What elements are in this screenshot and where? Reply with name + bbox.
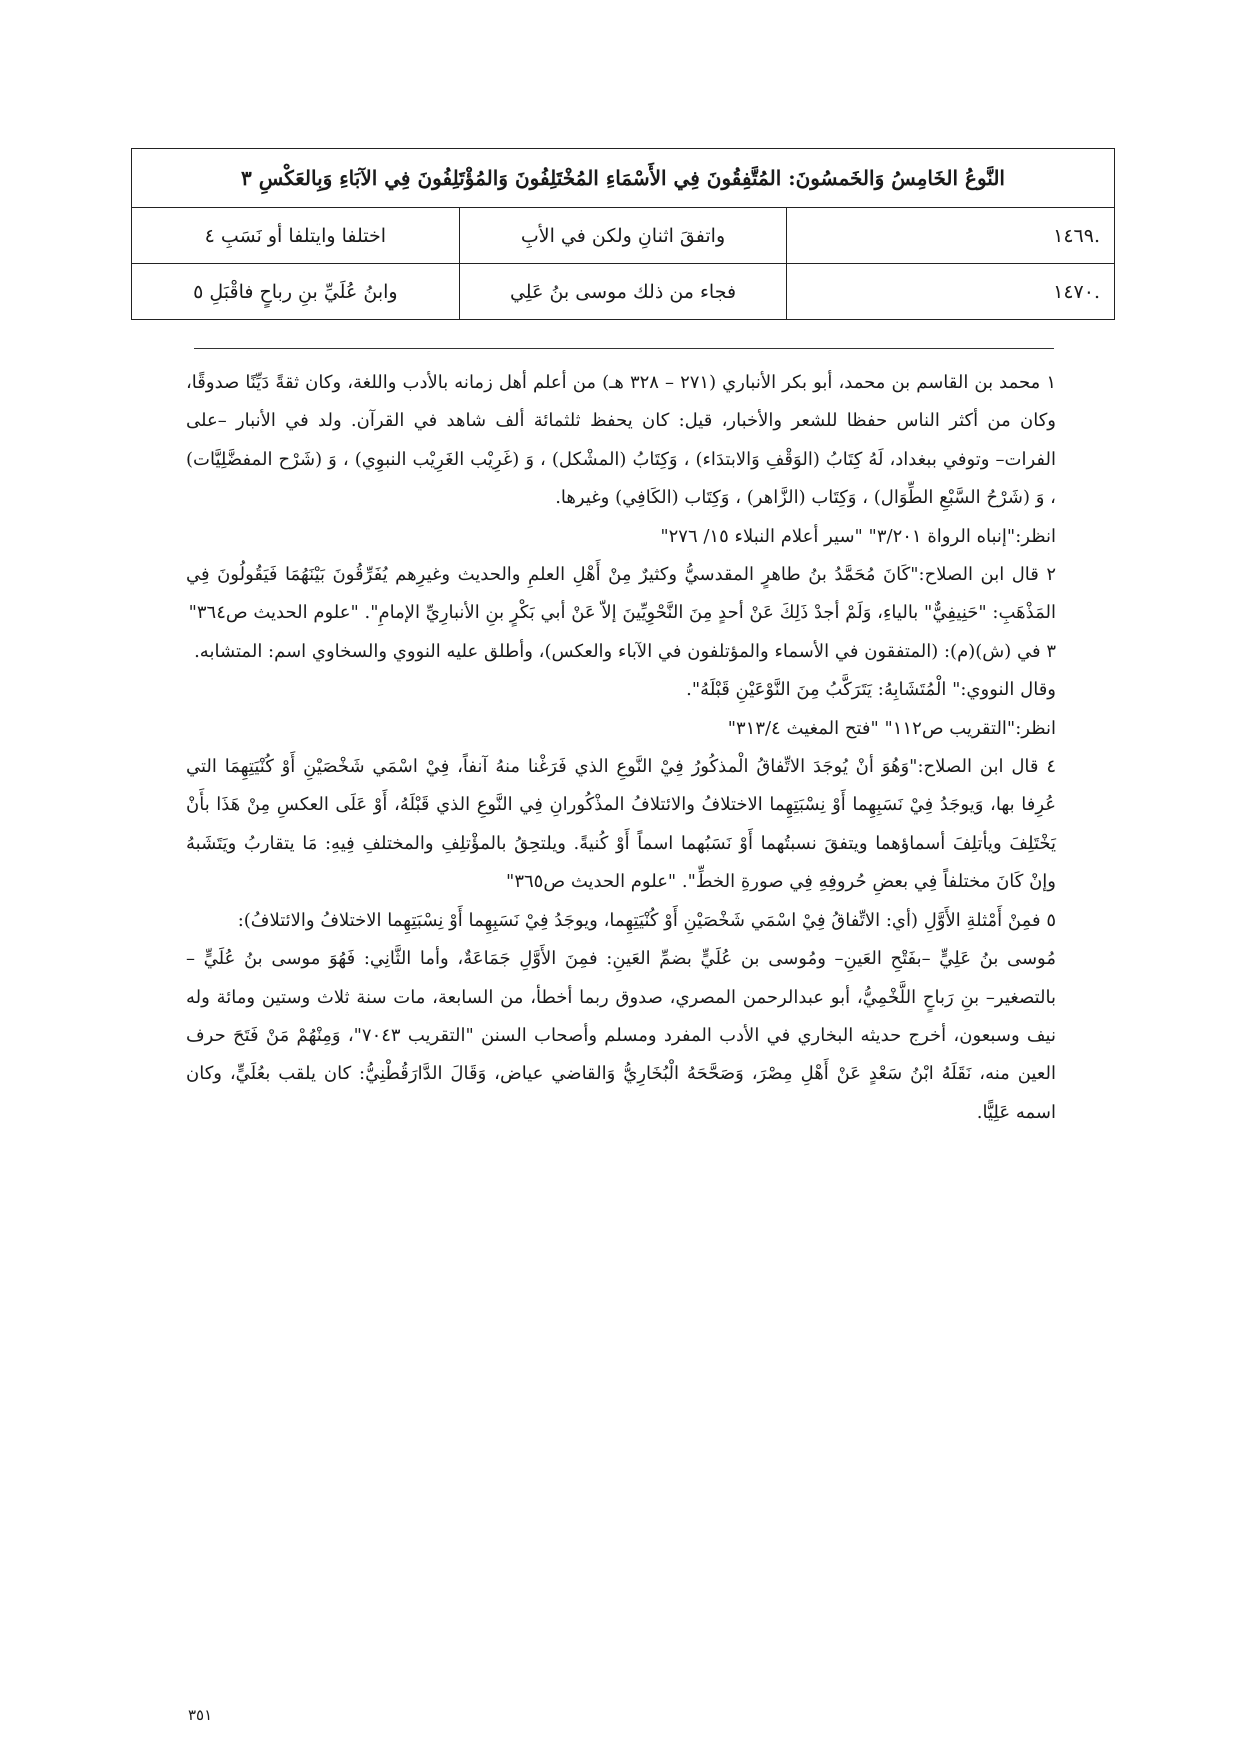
footnote-separator [194, 348, 1054, 349]
verse-first-hemistich: فجاء من ذلك موسى بنُ عَلِي [459, 264, 787, 320]
table-row [132, 208, 1115, 264]
footnote-2: ٢ قال ابن الصلاح:"كَانَ مُحَمَّدُ بنُ طاهرٍ المقدسيُّ وكثيرٌ مِنْ أَهْلِ العلمِ والحديث وغيرِهم يُفَرِّقُونَ بَيْنَهُمَا فَيَقُولُونَ فِي المَذْهَبِ: "حَنِيفِيٌّ" بالياءِ، وَلَمْ أجدْ ذَلِكَ عَنْ أحدٍ مِنَ النَّحْوِيِّينَ إلاّ عَنْ أبي بَكْرٍ بنِ الأنبارِيِّ الإمامِ". "علوم الحديث ص٣٦٤" [186, 564, 1056, 624]
verse-number: .١٤٦٩ [787, 208, 1115, 264]
table-row [132, 264, 1115, 320]
footnote-5-body: مُوسى بنُ عَلِيٍّ –بفَتْحِ العَينِ– ومُوسى بن عُلَيٍّ بضمِّ العَينِ: فمِنَ الأَوَّلِ جَمَاعَةٌ، وأما الثَّانِي: فَهُوَ موسى بنُ عُلَيٍّ – بالتصغير– بنِ رَباحٍ اللَّخْمِيُّ، أبو عبدالرحمن المصري، صدوق ربما أخطأ، من السابعة، مات سنة ثلاث وستين ومائة وله نيف وسبعون، أخرج حديثه البخاري في الأدب المفرد ومسلم وأصحاب السنن "التقريب ٧٠٤٣"، وَمِنْهُمْ مَنْ فَتَحَ حرف العين منه، نَقَلَهُ ابْنُ سَعْدٍ عَنْ أَهْلِ مِصْرَ، وَصَحَّحَهُ الْبُخَارِيُّ وَالقاضي عياض، وَقَالَ الدَّارَقُطْنِيُّ: كان يلقب بعُلَيٍّ، وكان اسمه عَلِيًّا. [186, 948, 1056, 1123]
footnote-3-quote: وقال النووي:" الْمُتَشَابِهُ: يَتَرَكَّبُ مِنَ النَّوْعَيْنِ قَبْلَهُ". [686, 679, 1056, 701]
footnote-1: ١ محمد بن القاسم بن محمد، أبو بكر الأنباري (٢٧١ – ٣٢٨ هـ) من أعلم أهل زمانه بالأدب واللغة، وكان ثقةً دَيِّنًا صدوقًا، وكان من أكثر الناس حفظا للشعر والأخبار، قيل: كان يحفظ ثلثمائة ألف شاهد في القرآن. ولد في الأنبار –على الفرات– وتوفي ببغداد، لَهُ كِتَابُ (الوَقْفِ وَالابتدَاء) ، وَكِتَابُ (المشْكل) ، وَ (غَرِيْب الغَرِيْب النبوِي) ، وَ (شَرْح المفضَّلِيَّات) ، وَ (شَرْحُ السَّبْعِ الطِّوَال) ، وَكِتَاب (الزَّاهر) ، وَكِتَاب (الكَافِي) وغيرها. [186, 372, 1056, 509]
verse-second-hemistich: اختلفا وايتلفا أو نَسَبِ ٤ [132, 208, 460, 264]
footnotes [186, 364, 1056, 1132]
table-heading-row [132, 149, 1115, 208]
footnote-3: ٣ في (ش)(م): (المتفقون في الأسماء والمؤتلفون في الآباء والعكس)، وأطلق عليه النووي والسخاوي اسم: المتشابه. [194, 640, 1056, 662]
footnote-3-source: انظر:"التقريب ص١١٢" "فتح المغيث ٣١٣/٤" [727, 717, 1056, 739]
footnote-5: ٥ فمِنْ أَمْثلةِ الأَوَّلِ (أي: الاتِّفاقُ فِيْ اسْمَي شَخْصَيْنِ أَوْ كُنْيَتِهِما، ويوجَدُ فِيْ نَسَبِهِما أَوْ نِسْبَتِهِما الاختلافُ والائتلافُ): [237, 909, 1056, 931]
verse-number: .١٤٧٠ [787, 264, 1115, 320]
page-number: ٣٥١ [188, 1706, 213, 1724]
verse-second-hemistich: وابنُ عُلَيِّ بنِ رباحٍ فاقْبَلِ ٥ [132, 264, 460, 320]
footnote-4: ٤ قال ابن الصلاح:"وَهُوَ أنْ يُوجَدَ الاتِّفاقُ الْمذكُورُ فِيْ النَّوعِ الذي فَرَغْنا منهُ آنفاً، فِيْ اسْمَي شَخْصَيْنِ أَوْ كُنْيَتِهِمَا التي عُرِفا بها، وَيوجَدُ فِيْ نَسَبِهِما أَوْ نِسْبَتِهِما الاختلافُ والائتلافُ المذْكُورانِ فِي النَّوعِ الذي قَبْلَهُ، أَوْ عَلَى العكسِ مِنْ هَذَا بأَنْ يَخْتَلِفَ ويأتلِفَ أسماؤهما ويتفقَ نسبتُهما أَوْ نَسَبُهما اسماً أَوْ كُنيةً. ويلتحِقُ بالمؤْتلِفِ والمختلفِ فِيهِ: مَا يتقاربُ ويَتَشَبهُ وإنْ كَانَ مختلفاً فِي بعضِ حُروفِهِ فِي صورةِ الخطِّ". "علوم الحديث ص٣٦٥" [186, 756, 1056, 893]
footnote-1-source: انظر:"إنباه الرواة ٣/٢٠١" "سير أعلام النبلاء ١٥/ ٢٧٦" [660, 525, 1056, 547]
section-heading: النَّوعُ الخَامِسُ وَالخَمسُونَ: المُتَّفِقُونَ فِي الأَسْمَاءِ المُخْتَلِفُونَ وَالمُؤْتَلِفُونَ فِي الآبَاءِ وَبِالعَكْسِ ٣ [132, 149, 1115, 208]
verse-table [131, 148, 1115, 320]
verse-first-hemistich: واتفقَ اثنانِ ولكن في الأبِ [459, 208, 787, 264]
